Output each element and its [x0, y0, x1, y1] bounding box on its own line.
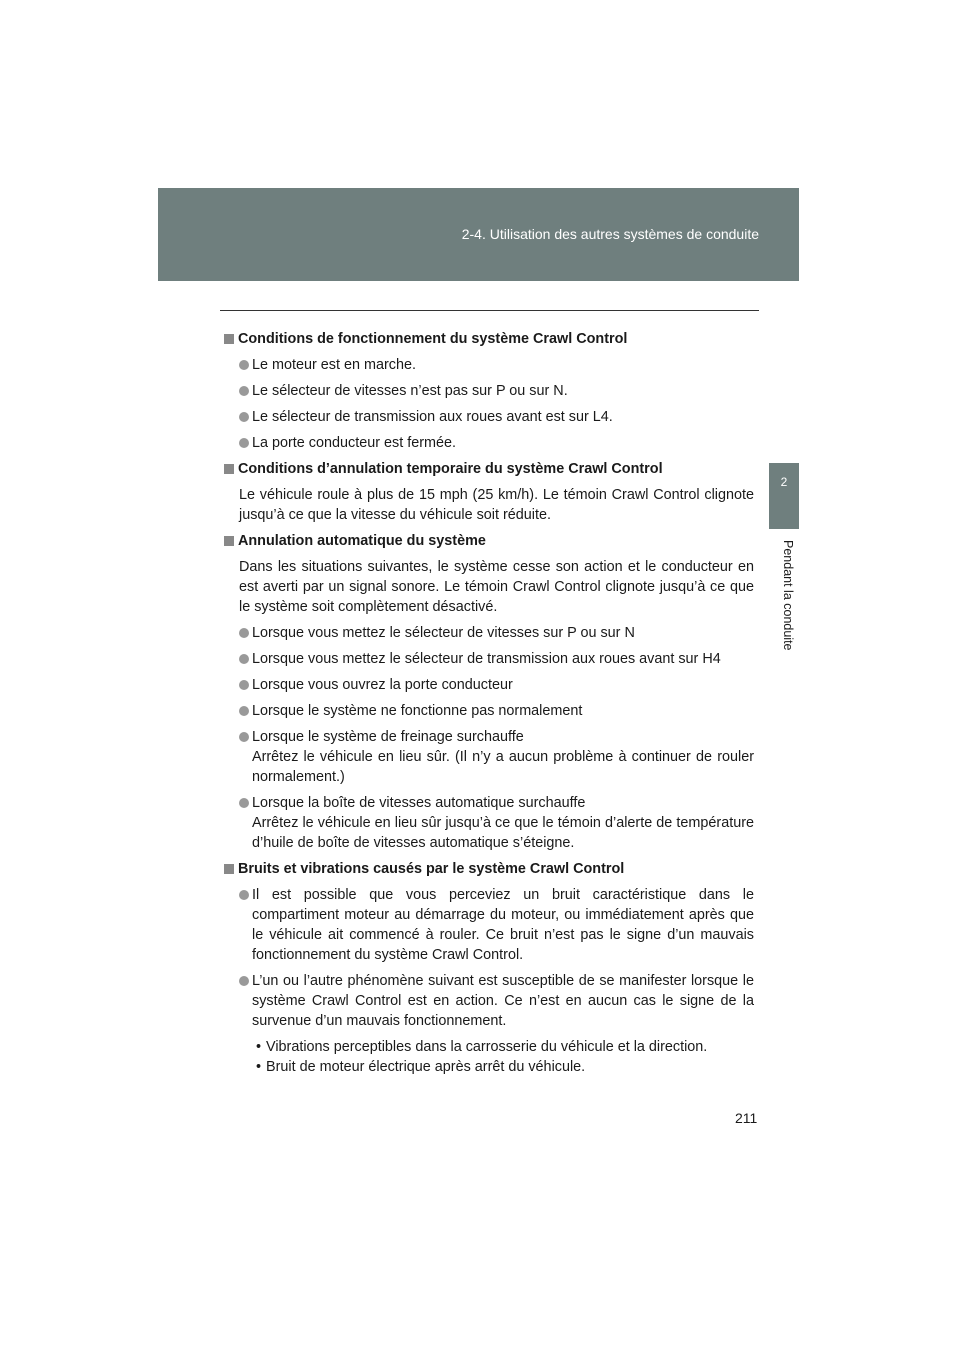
top-rule — [220, 310, 759, 311]
square-bullet-icon — [224, 464, 234, 474]
list-item-text: Le sélecteur de vitesses n’est pas sur P ou sur N. — [252, 383, 568, 399]
circle-bullet-icon — [239, 386, 249, 396]
list-item-text: Lorsque vous mettez le sélecteur de vitesses sur P ou sur N — [252, 625, 635, 641]
small-bullet-icon: • — [256, 1059, 262, 1075]
heading-temporary-cancel — [224, 459, 754, 479]
list-item — [224, 381, 754, 401]
heading-operating-conditions — [224, 329, 754, 349]
list-item — [224, 793, 754, 853]
square-bullet-icon — [224, 536, 234, 546]
paragraph: Le véhicule roule à plus de 15 mph (25 km/h). Le témoin Crawl Control clignote jusqu’à ce que la vitesse du véhicule soit réduite. — [239, 487, 754, 523]
list-item — [224, 701, 754, 721]
small-bullet-icon: • — [256, 1039, 262, 1055]
list-item-text: La porte conducteur est fermée. — [252, 435, 456, 451]
circle-bullet-icon — [239, 628, 249, 638]
circle-bullet-icon — [239, 438, 249, 448]
list-item — [224, 727, 754, 787]
chapter-tab — [769, 463, 799, 529]
circle-bullet-icon — [239, 732, 249, 742]
sub-item-text: Bruit de moteur électrique après arrêt du véhicule. — [266, 1059, 586, 1075]
chapter-label: Pendant la conduite — [781, 540, 795, 651]
heading-text: Bruits et vibrations causés par le système Crawl Control — [238, 861, 625, 877]
list-item — [224, 885, 754, 965]
square-bullet-icon — [224, 864, 234, 874]
list-item-text: Lorsque vous mettez le sélecteur de transmission aux roues avant sur H4 — [252, 651, 721, 667]
heading-automatic-cancel — [224, 531, 754, 551]
circle-bullet-icon — [239, 890, 249, 900]
list-item — [224, 971, 754, 1031]
list-item — [224, 407, 754, 427]
circle-bullet-icon — [239, 654, 249, 664]
list-item-note: Arrêtez le véhicule en lieu sûr jusqu’à ce que le témoin d’alerte de température d’huile de boîte de vitesses automatique s’éteigne. — [252, 815, 754, 851]
sub-item — [224, 1037, 754, 1057]
circle-bullet-icon — [239, 976, 249, 986]
sub-item — [224, 1057, 754, 1077]
circle-bullet-icon — [239, 412, 249, 422]
list-item-text: Lorsque le système de freinage surchauffe — [252, 729, 524, 745]
list-item-text: L’un ou l’autre phénomène suivant est susceptible de se manifester lorsque le système Crawl Control est en action. Ce n’est en aucun cas le signe de la survenue d’un mauvais fonctionnement. — [252, 973, 754, 1029]
circle-bullet-icon — [239, 680, 249, 690]
circle-bullet-icon — [239, 360, 249, 370]
circle-bullet-icon — [239, 798, 249, 808]
square-bullet-icon — [224, 334, 234, 344]
list-item-text: Lorsque le système ne fonctionne pas normalement — [252, 703, 583, 719]
list-item-text: Le moteur est en marche. — [252, 357, 416, 373]
heading-text: Conditions d’annulation temporaire du système Crawl Control — [238, 461, 663, 477]
heading-noise-vibration — [224, 859, 754, 879]
sub-item-text: Vibrations perceptibles dans la carrosserie du véhicule et la direction. — [266, 1039, 708, 1055]
list-item — [224, 623, 754, 643]
list-item-text: Il est possible que vous perceviez un bruit caractéristique dans le compartiment moteur au démarrage du moteur, ou immédiatement après que le véhicule ait commencé à rouler. Ce bruit n’est pas le signe d’un mauvais fonctionnement du système Crawl Control. — [252, 887, 754, 963]
circle-bullet-icon — [239, 706, 249, 716]
chapter-number: 2 — [780, 475, 788, 489]
list-item-text: Lorsque la boîte de vitesses automatique surchauffe — [252, 795, 586, 811]
list-item-note: Arrêtez le véhicule en lieu sûr. (Il n’y a aucun problème à continuer de rouler normalement.) — [252, 749, 754, 785]
list-item-text: Lorsque vous ouvrez la porte conducteur — [252, 677, 513, 693]
heading-text: Annulation automatique du système — [238, 533, 486, 549]
page-number: 211 — [735, 1110, 758, 1126]
page-content — [224, 329, 754, 1077]
list-item — [224, 433, 754, 453]
list-item-text: Le sélecteur de transmission aux roues avant est sur L4. — [252, 409, 613, 425]
paragraph: Dans les situations suivantes, le système cesse son action et le conducteur en est averti par un signal sonore. Le témoin Crawl Control clignote jusqu’à ce que le système soit complètement désactivé. — [239, 559, 754, 615]
header-band — [158, 188, 799, 281]
list-item — [224, 675, 754, 695]
list-item — [224, 649, 754, 669]
heading-text: Conditions de fonctionnement du système Crawl Control — [238, 331, 628, 347]
list-item — [224, 355, 754, 375]
section-title: 2-4. Utilisation des autres systèmes de conduite — [461, 226, 759, 242]
